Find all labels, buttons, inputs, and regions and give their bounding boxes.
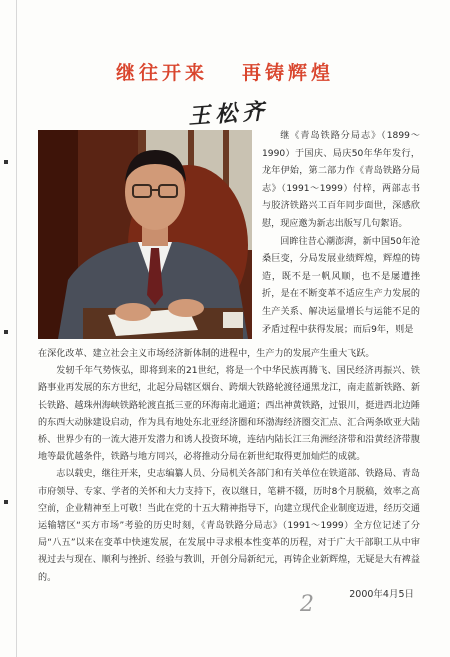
signing-date: 2000年4月5日: [349, 589, 414, 600]
paragraph: 继《青岛铁路分局志》（1899～1990）于国庆、局庆50年华年发行，龙年伊始，第二部力作《青岛铁路分局志》（1991～1999）付梓，两部志书与胶济铁路兴工百年同步面世，深感欣慰，现应邀为新志出版写几句絮语。: [262, 131, 420, 229]
binding-mark: [4, 500, 8, 504]
headline-left: 继往开来: [115, 62, 208, 84]
headline-right: 再铸辉煌: [242, 62, 335, 84]
binding-mark: [4, 160, 8, 164]
paragraph: 发轫千年气势恢弘，即将到来的21世纪，将是一个中华民族再腾飞、国民经济再振兴、铁路事业再发展的东方世纪，北起分局辖区烟台、跨烟大铁路轮渡径通黑龙江，南走蓝新铁路、新长铁路、越珠州海峡铁路轮渡直抵三亚的环海南北通道；西出神黄铁路，过银川，挺进西北边陲的东西大动脉建设启动，作为具有地处东北亚经济圈和环渤海经济圈交汇点、汇合两条欧亚大陆桥、世界少有的一流大港开发潜力和诱人投资环境，连结内陆长江三角洲经济带和沿黄经济带腹地等最优越条件，铁路与地方同兴，必将推动分局在新世纪取得更加灿烂的成就。: [38, 366, 420, 463]
page-number: 2: [300, 592, 314, 617]
author-portrait-photo: [38, 130, 252, 339]
author-signature: 王松齐: [187, 98, 270, 130]
binding-mark: [4, 330, 8, 334]
portrait-illustration: [38, 130, 252, 339]
paragraph: 志以载史，继往开来，史志编纂人员、分局机关各部门和有关单位在铁道部、铁路局、青岛市府领导、专家、学者的关怀和大力支持下，夜以继日，笔耕不辍，历时8个月脱稿，效率之高空前，企业精神至上可敬！当此在党的十五大精神指导下，向建立现代企业制度迈进，经历交通运输辖区“买方市场”考验的历史时刻，《青岛铁路分局志》（1991～1999）全方位记述了分局“八五”以来在变革中快速发展，在发展中寻求根本性变革的历程，对于广大干部职工从中审视过去与现在、顺利与挫折、经验与教训，开创分局新纪元，再铸企业新辉煌，无疑是大有裨益的。: [38, 469, 420, 583]
body-text: [38, 346, 420, 587]
paragraph: 在深化改革、建立社会主义市场经济新体制的进程中，生产力的发展产生重大飞跃。: [38, 349, 375, 359]
headline: [0, 58, 450, 85]
paragraph: 回眸往昔心潮澎湃，新中国50年沧桑巨变，分局发展业绩辉煌，辉煌的铸造，既不是一帆风顺，也不是屡遭挫折，是在不断变革不适应生产力发展的生产关系、解决运量增长与运能不足的矛盾过程中获得发展；而后9年，则是: [262, 236, 420, 335]
intro-column: [262, 128, 420, 339]
binding-rule: [16, 0, 17, 657]
